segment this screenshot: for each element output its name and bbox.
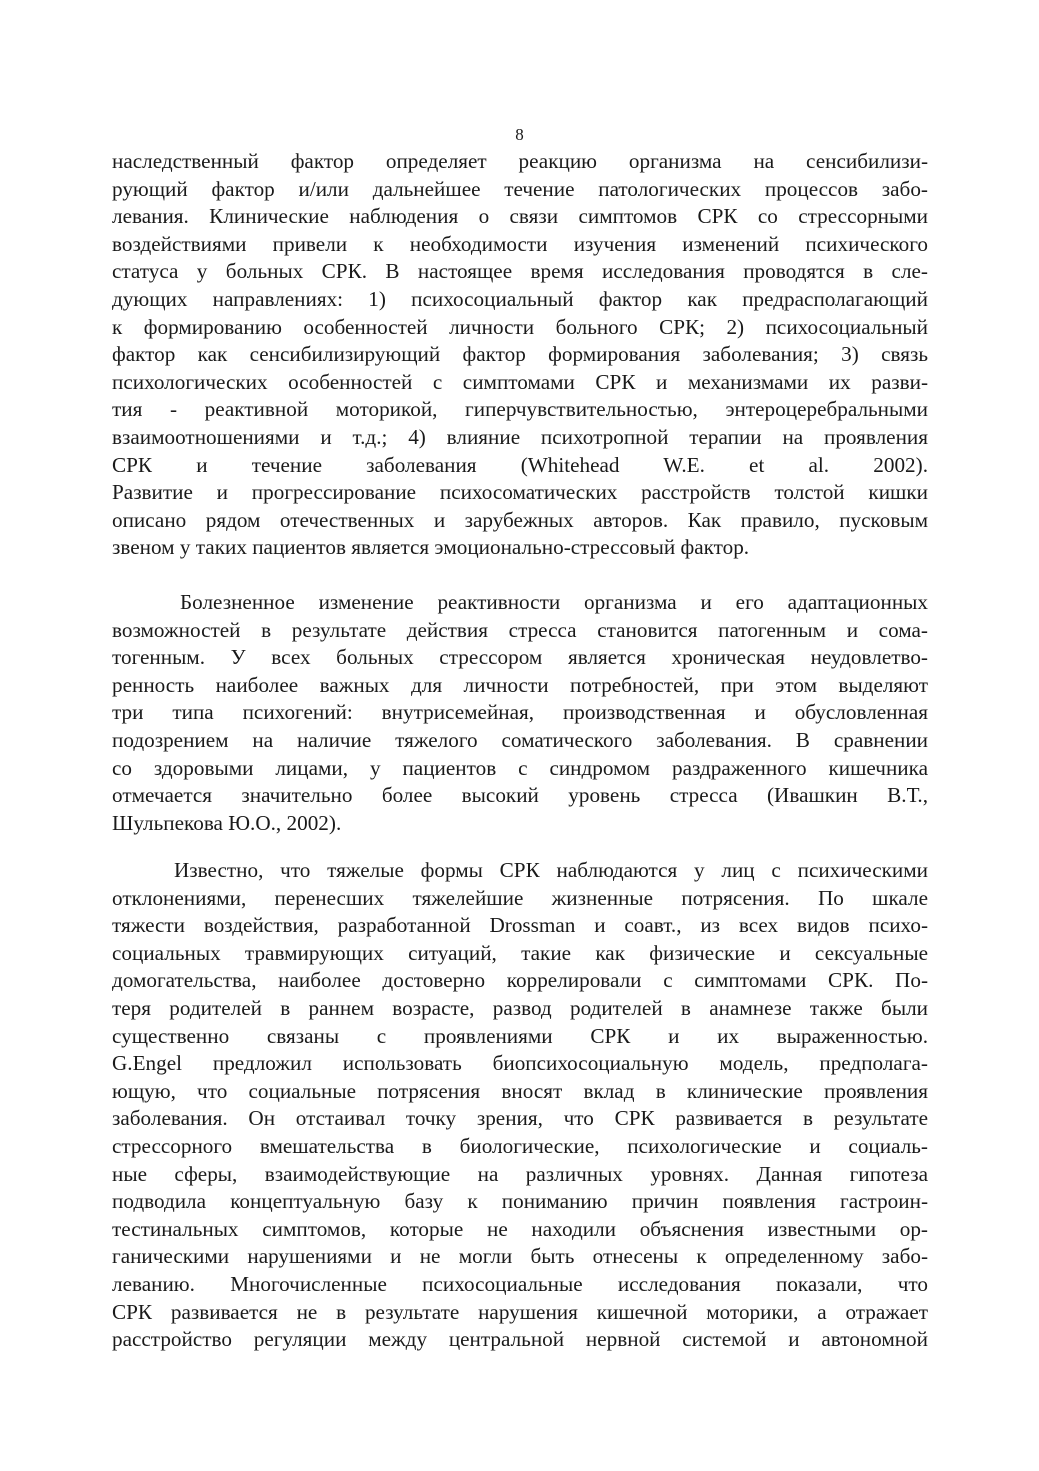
text-line: тия - реактивной моторикой, гиперчувствительностью, энтероцеребральными — [112, 397, 928, 422]
text-line: три типа психогений: внутрисемейная, производственная и обусловленная — [112, 700, 928, 725]
text-line: стрессорного вмешательства в биологические, психологические и социаль- — [112, 1133, 928, 1158]
text-line: СРК развивается не в результате нарушения кишечной моторики, а отражает — [112, 1299, 928, 1324]
text-line: Болезненное изменение реактивности организма и его адаптационных — [180, 590, 928, 614]
text-line: ренность наиболее важных для личности потребностей, при этом выделяют — [112, 672, 928, 697]
text-line: Шульпекова Ю.О., 2002). — [112, 810, 342, 835]
text-line: отклонениями, перенесших тяжелейшие жизненные потрясения. По шкале — [112, 885, 928, 910]
text-line: G.Engel предложил использовать биопсихосоциальную модель, предполага- — [112, 1051, 928, 1076]
page-number: 8 — [515, 125, 524, 144]
paragraph-2 — [112, 589, 928, 837]
text-line: статуса у больных СРК. В настоящее время исследования проводятся в сле- — [112, 259, 928, 284]
text-line: воздействиями привели к необходимости изучения изменений психического — [112, 231, 928, 256]
text-line: левания. Клинические наблюдения о связи симптомов СРК со стрессорными — [112, 204, 928, 229]
text-line: психологических особенностей с симптомами СРК и механизмами их разви- — [112, 369, 928, 394]
text-line: Развитие и прогрессирование психосоматических расстройств толстой кишки — [112, 480, 928, 505]
text-line: СРК и течение заболевания (Whitehead W.E. et al. 2002). — [112, 452, 928, 477]
text-line: социальных травмирующих ситуаций, такие как физические и сексуальные — [112, 940, 928, 965]
text-line: ющую, что социальные потрясения вносят вклад в клинические проявления — [112, 1078, 928, 1103]
text-line: ные сферы, взаимодействующие на различных уровнях. Данная гипотеза — [112, 1161, 928, 1186]
text-line: отмечается значительно более высокий уровень стресса (Ивашкин В.Т., — [112, 783, 928, 808]
text-line: тяжести воздействия, разработанной Drossman и соавт., из всех видов психо- — [112, 913, 928, 938]
text-line: рующий фактор и/или дальнейшее течение патологических процессов забо- — [112, 176, 928, 201]
paragraph-3 — [112, 857, 928, 1354]
text-line: подводила концептуальную базу к пониманию причин появления гастроин- — [112, 1189, 928, 1214]
text-line: домогательства, наиболее достоверно коррелировали с симптомами СРК. По- — [112, 968, 928, 993]
text-line: возможностей в результате действия стресса становится патогенным и сома- — [112, 617, 928, 642]
text-line: звеном у таких пациентов является эмоционально-стрессовый фактор. — [112, 535, 750, 560]
text-line: теря родителей в раннем возрасте, развод родителей в анамнезе также были — [112, 995, 928, 1020]
text-line: тестинальных симптомов, которые не находили объяснения известными ор- — [112, 1216, 928, 1241]
text-line: заболевания. Он отстаивал точку зрения, что СРК развивается в результате — [112, 1106, 928, 1131]
text-line: дующих направлениях: 1) психосоциальный фактор как предрасполагающий — [112, 286, 928, 311]
text-line: подозрением на наличие тяжелого соматического заболевания. В сравнении — [112, 727, 928, 752]
text-line: существенно связаны с проявлениями СРК и их выраженностью. — [112, 1023, 928, 1048]
text-line: описано рядом отечественных и зарубежных авторов. Как правило, пусковым — [112, 507, 928, 532]
text-line: фактор как сенсибилизирующий фактор формирования заболевания; 3) связь — [112, 342, 928, 367]
text-line: тогенным. У всех больных стрессором является хроническая неудовлетво- — [112, 645, 928, 670]
text-line: ганическими нарушениями и не могли быть отнесены к определенному забо- — [112, 1244, 928, 1269]
text-line: к формированию особенностей личности больного СРК; 2) психосоциальный — [112, 314, 928, 339]
text-line: взаимоотношениями и т.д.; 4) влияние психотропной терапии на проявления — [112, 424, 928, 449]
text-line: леванию. Многочисленные психосоциальные исследования показали, что — [112, 1271, 928, 1296]
text-line: со здоровыми лицами, у пациентов с синдромом раздраженного кишечника — [112, 755, 928, 780]
text-line: расстройство регуляции между центральной нервной системой и автономной — [112, 1327, 928, 1352]
text-line: наследственный фактор определяет реакцию организма на сенсибилизи- — [112, 149, 928, 173]
paragraph-1 — [112, 148, 928, 562]
text-line: Известно, что тяжелые формы СРК наблюдаются у лиц с психическими — [174, 858, 928, 882]
